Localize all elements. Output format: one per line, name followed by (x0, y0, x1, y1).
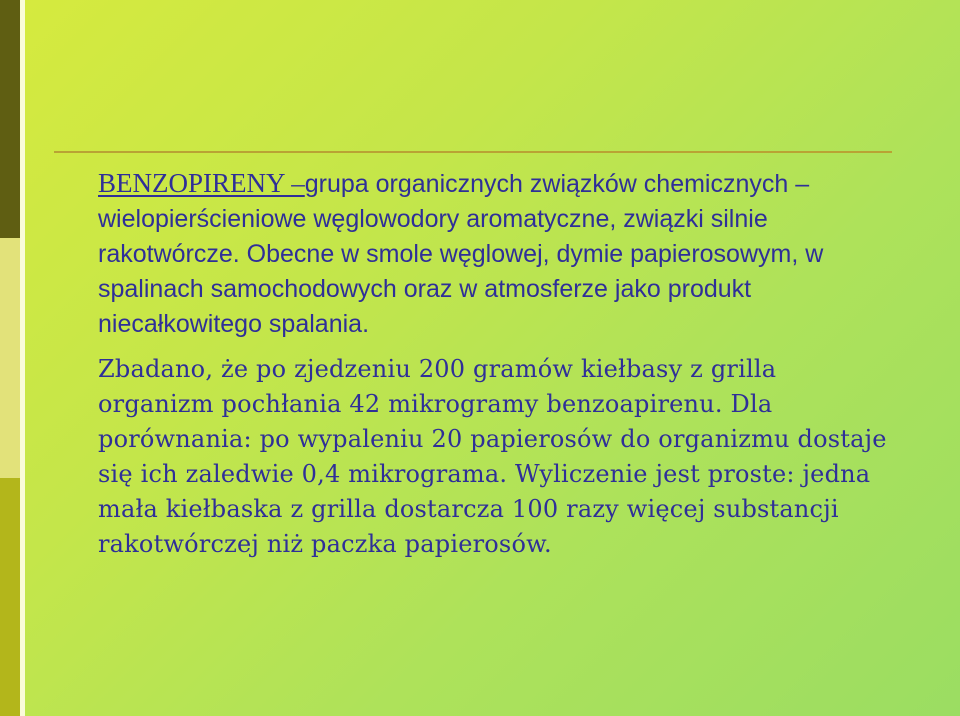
study-paragraph: Zbadano, że po zjedzeniu 200 gramów kiełbasy z grilla organizm pochłania 42 mikrogramy benzoapirenu. Dla porównania: po wypaleniu 20 papierosów do organizmu dostaje się ich zaledwie 0,4 mikrograma. Wyliczenie jest proste: jedna mała kiełbaska z grilla dostarcza 100 razy więcej substancji rakotwórczej niż paczka papierosów. (98, 355, 887, 558)
title-rule (54, 151, 892, 153)
definition-paragraph (98, 166, 898, 342)
slide-content (98, 166, 898, 562)
definition-text: grupa organicznych związków chemicznych – wielopierścieniowe węglowodory aromatyczne, związki silnie rakotwórcze. Obecne w smole węglowej, dymie papierosowym, w spalinach samochodowych oraz w atmosferze jako produkt niecałkowitego spalania. (98, 170, 824, 338)
sidebar-olive-segment (0, 478, 20, 716)
left-decorative-bar (0, 0, 20, 716)
sidebar-dark-segment (0, 0, 20, 238)
term-heading: BENZOPIRENY – (98, 168, 305, 198)
sidebar-light-segment (0, 238, 20, 478)
sidebar-edge-line (20, 0, 25, 716)
